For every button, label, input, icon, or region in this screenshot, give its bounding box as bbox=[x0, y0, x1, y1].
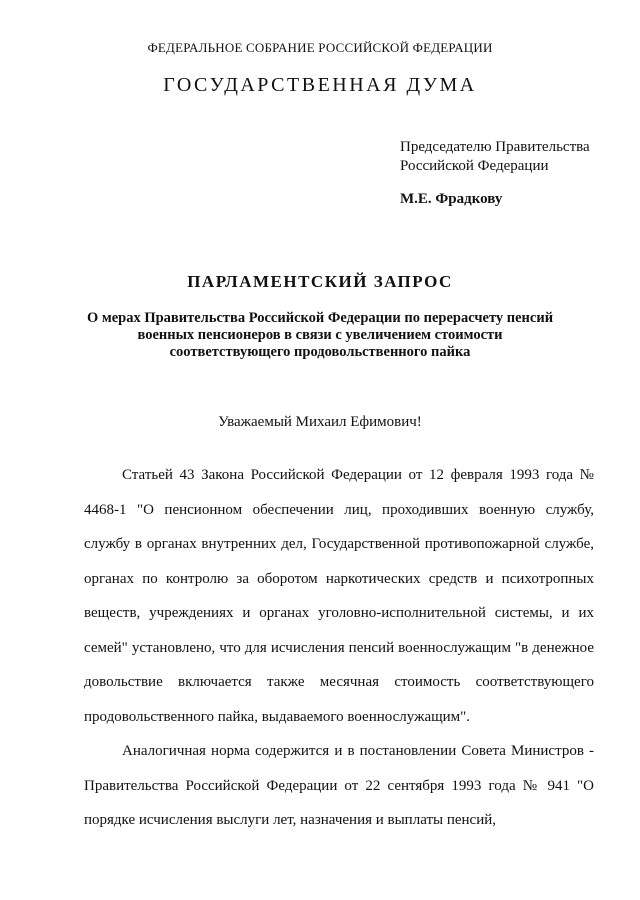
addressee-position-line-1: Председателю Правительства bbox=[400, 139, 590, 155]
body-paragraph-2: Аналогичная норма содержится и в постановлении Совета Министров - Правительства Российской Федерации от 22 сентября 1993 года № 941 "О порядке исчисления выслуги лет, назначения и выплаты пенсий, bbox=[84, 743, 594, 828]
body-paragraph-1: Статьей 43 Закона Российской Федерации от 12 февраля 1993 года № 4468-1 "О пенсионном обеспечении лиц, проходивших военную службу, службу в органах внутренних дел, Государственной противопожарной службе, органах по контролю за оборотом наркотических средств и психотропных веществ, учреждениях и органах уголовно-исполнительной системы, и их семей" установлено, что для исчисления пенсий военнослужащим "в денежное довольствие включается также месячная стоимость соответствующего продовольственного пайка, выдаваемого военнослужащим". bbox=[84, 467, 594, 725]
document-subject: О мерах Правительства Российской Федерации по перерасчету пенсий военных пенсионеров в связи с увеличением стоимости соответствующего продовольственного пайка bbox=[86, 310, 554, 360]
chamber-title: ГОСУДАРСТВЕННАЯ ДУМА bbox=[163, 74, 477, 96]
addressee-name: М.Е. Фрадкову bbox=[400, 191, 503, 207]
document-type-title: ПАРЛАМЕНТСКИЙ ЗАПРОС bbox=[187, 272, 453, 291]
addressee-position-line-2: Российской Федерации bbox=[400, 158, 549, 174]
organization-header: ФЕДЕРАЛЬНОЕ СОБРАНИЕ РОССИЙСКОЙ ФЕДЕРАЦИИ bbox=[147, 40, 493, 55]
addressee-block bbox=[400, 138, 630, 209]
body-text bbox=[84, 458, 594, 838]
salutation: Уважаемый Михаил Ефимович! bbox=[218, 414, 422, 430]
